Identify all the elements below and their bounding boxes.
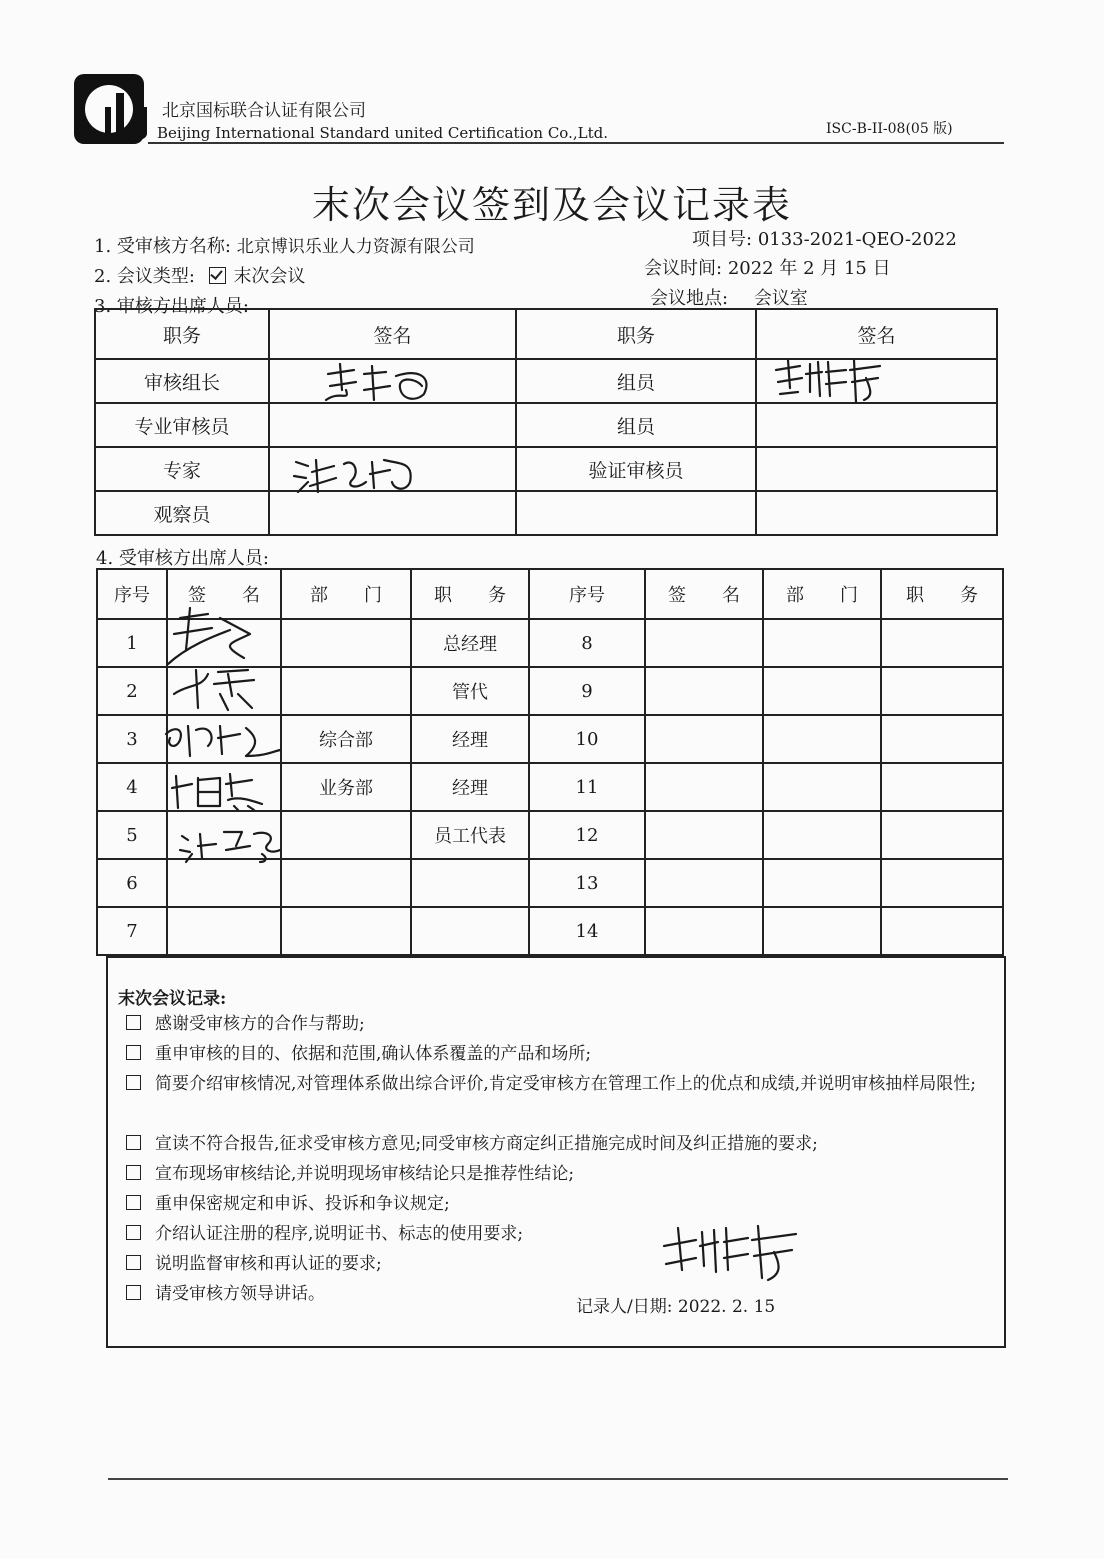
header-position: 职 务 (881, 569, 1003, 619)
department-cell (763, 859, 881, 907)
note-item (126, 1160, 996, 1188)
table-row (95, 403, 997, 447)
header-department: 部 门 (763, 569, 881, 619)
note-text: 简要介绍审核情况,对管理体系做出综合评价,肯定受审核方在管理工作上的优点和成绩,并说明审核抽样局限性; (155, 1074, 976, 1094)
recorder-date: 2022. 2. 15 (677, 1297, 776, 1317)
position-cell: 员工代表 (411, 811, 529, 859)
role-cell: 组员 (516, 403, 756, 447)
table-row (95, 491, 997, 535)
auditee-name-row (94, 232, 475, 258)
position-cell: 管代 (411, 667, 529, 715)
role-cell: 审核组长 (95, 359, 269, 403)
auditee-name-value: 北京博识乐业人力资源有限公司 (236, 237, 475, 257)
department-cell (281, 859, 411, 907)
position-cell (881, 667, 1003, 715)
position-cell (881, 859, 1003, 907)
header-divider (148, 142, 1004, 144)
signature-cell (756, 447, 997, 491)
project-number-label: 项目号: (692, 229, 753, 250)
checkbox-icon (126, 1045, 141, 1060)
department-cell (763, 763, 881, 811)
role-cell: 组员 (516, 359, 756, 403)
row-number: 4 (97, 763, 167, 811)
meeting-time-row (644, 254, 891, 280)
auditor-table (94, 308, 998, 536)
handwritten-signature (168, 664, 268, 714)
recorder-row (576, 1292, 775, 1317)
checkbox-checked-icon (209, 267, 226, 284)
signature-cell (645, 715, 763, 763)
note-text: 请受审核方领导讲话。 (155, 1284, 325, 1304)
row-number: 9 (529, 667, 645, 715)
position-cell (411, 907, 529, 955)
department-cell (763, 715, 881, 763)
position-cell: 经理 (411, 763, 529, 811)
department-cell: 业务部 (281, 763, 411, 811)
row-number: 11 (529, 763, 645, 811)
department-cell (281, 667, 411, 715)
header-signature: 签名 (756, 309, 997, 359)
position-cell (881, 763, 1003, 811)
row-number: 1 (97, 619, 167, 667)
signature-cell (645, 763, 763, 811)
header-no: 序号 (97, 569, 167, 619)
checkbox-icon (126, 1165, 141, 1180)
position-cell (881, 715, 1003, 763)
form-code: ISC-B-II-08(05 版) (826, 121, 953, 137)
row-number: 13 (529, 859, 645, 907)
row-number: 6 (97, 859, 167, 907)
row-number: 7 (97, 907, 167, 955)
checkbox-icon (126, 1195, 141, 1210)
project-number-row (692, 225, 957, 251)
department-cell (763, 907, 881, 955)
recorder-label: 记录人/日期: (576, 1297, 673, 1317)
checkbox-icon (126, 1255, 141, 1270)
handwritten-signature (770, 352, 890, 406)
meeting-place-label: 会议地点: (650, 288, 729, 309)
header-position: 职 务 (411, 569, 529, 619)
row-number: 2 (97, 667, 167, 715)
signature-cell (645, 811, 763, 859)
checkbox-icon (126, 1225, 141, 1240)
row-number: 12 (529, 811, 645, 859)
row-number: 14 (529, 907, 645, 955)
handwritten-signature (168, 766, 274, 812)
position-cell (881, 619, 1003, 667)
project-number-value: 0133-2021-QEO-2022 (757, 229, 957, 250)
company-name-cn: 北京国标联合认证有限公司 (162, 101, 366, 121)
meeting-type-value: 末次会议 (233, 266, 306, 287)
meeting-type-label: 2. 会议类型: (94, 266, 195, 287)
row-number: 5 (97, 811, 167, 859)
auditee-name-label: 1. 受审核方名称: (94, 236, 231, 257)
role-cell: 专家 (95, 447, 269, 491)
table-row (97, 859, 1003, 907)
footer-divider (108, 1478, 1008, 1480)
position-cell (411, 859, 529, 907)
company-logo (74, 74, 144, 144)
position-cell (881, 907, 1003, 955)
note-item (126, 1010, 996, 1038)
signature-cell (167, 859, 281, 907)
meeting-time-label: 会议时间: (644, 258, 723, 279)
handwritten-signature (160, 716, 284, 762)
handwritten-signature (320, 360, 440, 406)
header-signature: 签 名 (167, 569, 281, 619)
header-no: 序号 (529, 569, 645, 619)
header-department: 部 门 (281, 569, 411, 619)
signature-cell (269, 403, 516, 447)
note-text: 宣布现场审核结论,并说明现场审核结论只是推荐性结论; (155, 1164, 575, 1184)
meeting-place-value: 会议室 (753, 288, 808, 309)
note-text: 重申保密规定和申诉、投诉和争议规定; (155, 1194, 450, 1214)
handwritten-signature (160, 604, 270, 666)
header-signature: 签 名 (645, 569, 763, 619)
handwritten-signature (656, 1220, 806, 1284)
note-item (126, 1250, 996, 1278)
signature-cell (645, 619, 763, 667)
department-cell (281, 811, 411, 859)
row-number: 10 (529, 715, 645, 763)
meeting-place-row (650, 284, 808, 310)
role-cell (516, 491, 756, 535)
table-row (97, 907, 1003, 955)
note-item (126, 1070, 1016, 1098)
role-cell: 专业审核员 (95, 403, 269, 447)
note-text: 重申审核的目的、依据和范围,确认体系覆盖的产品和场所; (155, 1044, 592, 1064)
note-text: 感谢受审核方的合作与帮助; (155, 1014, 365, 1034)
note-item (126, 1190, 996, 1218)
signature-cell (756, 403, 997, 447)
department-cell (281, 619, 411, 667)
signature-cell (167, 907, 281, 955)
department-cell (763, 811, 881, 859)
note-text: 宣读不符合报告,征求受审核方意见;同受审核方商定纠正措施完成时间及纠正措施的要求; (155, 1134, 818, 1154)
meeting-type-row (94, 262, 305, 288)
department-cell (281, 907, 411, 955)
row-number: 3 (97, 715, 167, 763)
note-text: 说明监督审核和再认证的要求; (155, 1254, 382, 1274)
handwritten-signature (176, 822, 286, 864)
checkbox-icon (126, 1075, 141, 1090)
table-row (95, 447, 997, 491)
checkbox-icon (126, 1135, 141, 1150)
position-cell: 经理 (411, 715, 529, 763)
note-item (126, 1280, 996, 1308)
header-signature: 签名 (269, 309, 516, 359)
role-cell: 观察员 (95, 491, 269, 535)
checkbox-icon (126, 1285, 141, 1300)
position-cell (881, 811, 1003, 859)
position-cell: 总经理 (411, 619, 529, 667)
role-cell: 验证审核员 (516, 447, 756, 491)
department-cell (763, 619, 881, 667)
auditor-attendees-label: 3. 审核方出席人员: (94, 296, 249, 317)
company-name-en: Beijing International Standard united Certification Co.,Ltd. (157, 124, 608, 142)
note-item (126, 1130, 996, 1158)
checkbox-icon (126, 1015, 141, 1030)
note-item (126, 1220, 996, 1248)
department-cell: 综合部 (281, 715, 411, 763)
meeting-time-value: 2022 年 2 月 15 日 (727, 258, 891, 279)
auditee-attendees-label: 4. 受审核方出席人员: (96, 548, 269, 569)
row-number: 8 (529, 619, 645, 667)
meeting-notes-title: 末次会议记录: (118, 989, 227, 1009)
handwritten-signature (290, 452, 430, 496)
meeting-notes-box (106, 956, 1006, 1348)
signature-cell (645, 667, 763, 715)
note-item (126, 1040, 996, 1068)
header-role: 职务 (516, 309, 756, 359)
signature-cell (756, 491, 997, 535)
header-role: 职务 (95, 309, 269, 359)
department-cell (763, 667, 881, 715)
signature-cell (645, 907, 763, 955)
page-title: 末次会议签到及会议记录表 (311, 183, 792, 227)
note-text: 介绍认证注册的程序,说明证书、标志的使用要求; (155, 1224, 524, 1244)
signature-cell (269, 491, 516, 535)
signature-cell (645, 859, 763, 907)
